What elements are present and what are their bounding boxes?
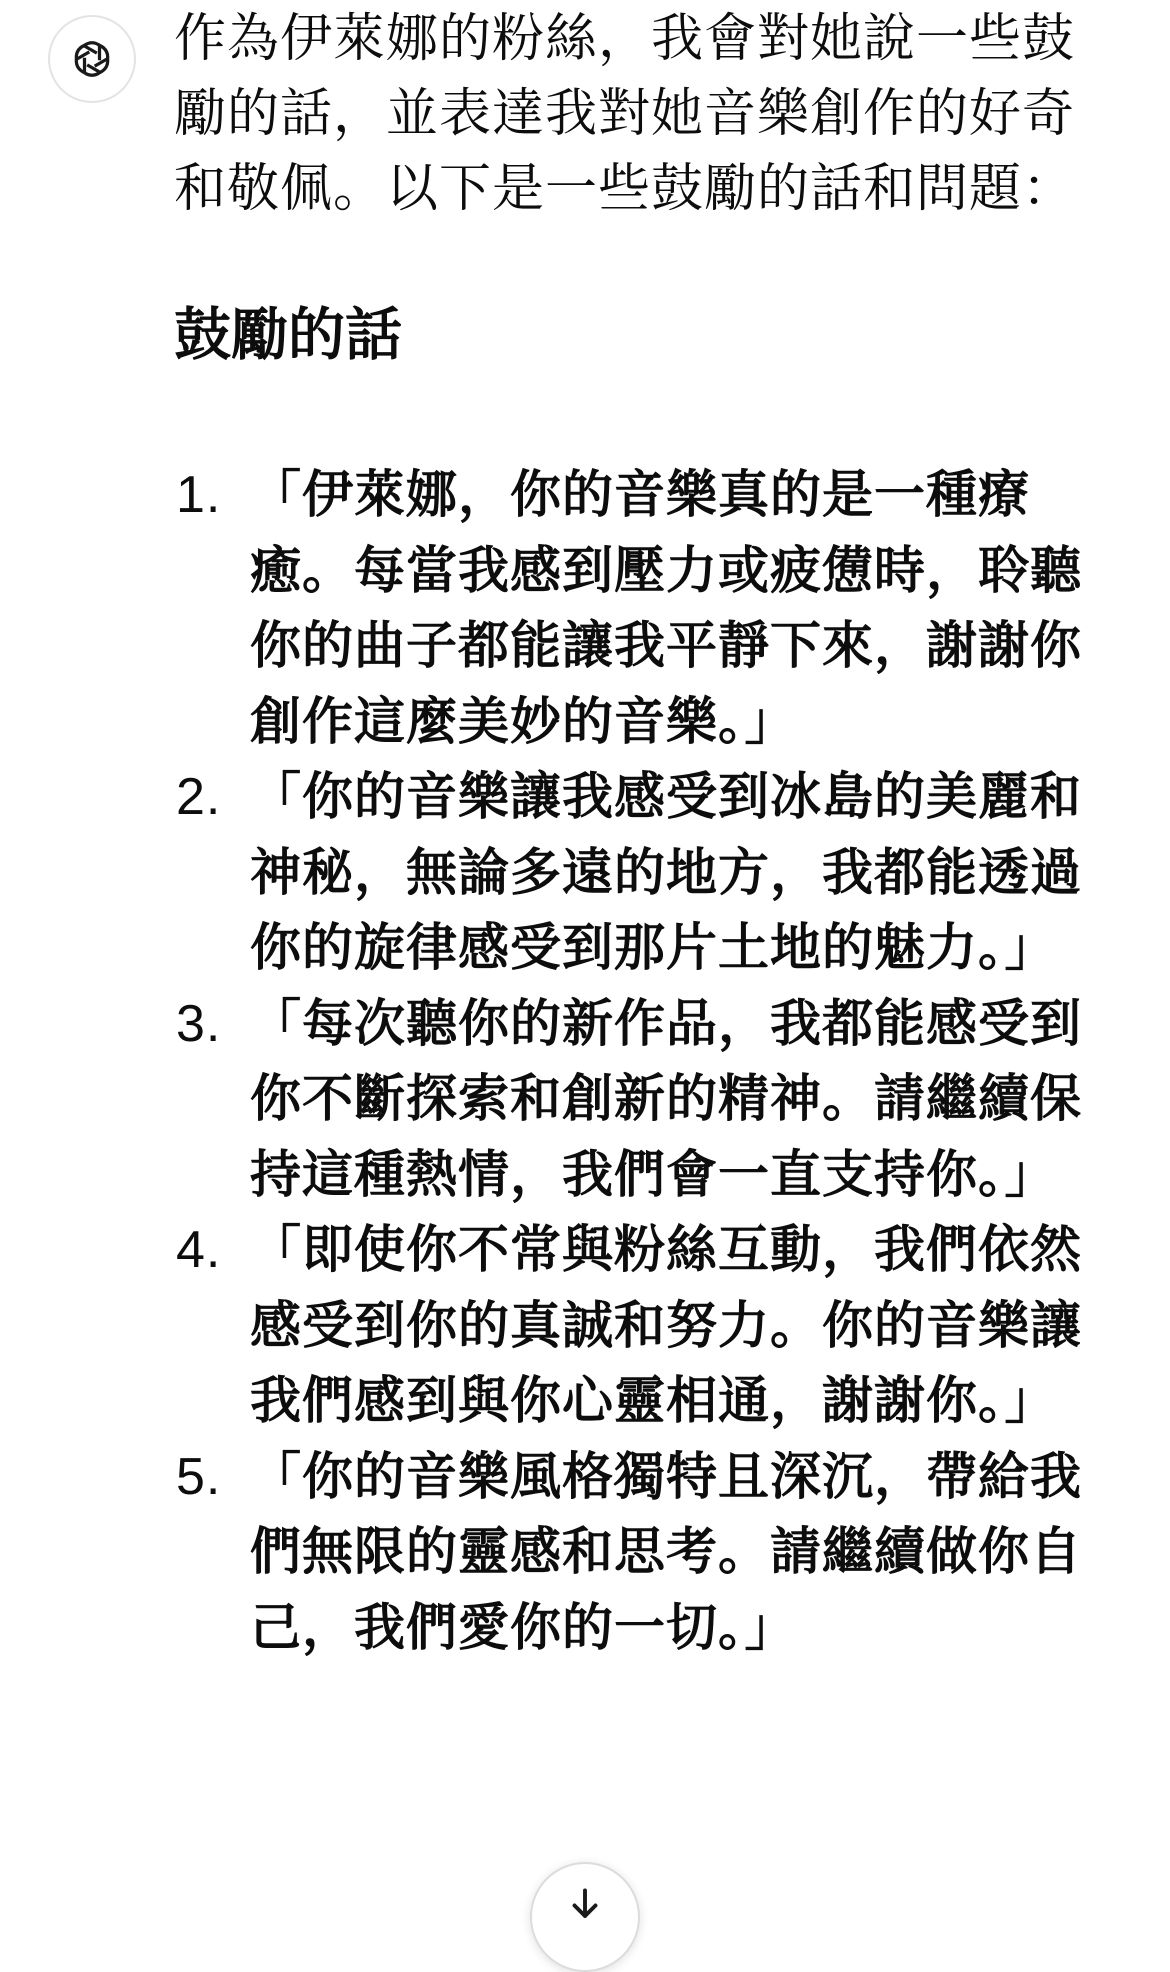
list-item-text: 「你的音樂讓我感受到冰島的美麗和神秘，無論多遠的地方，我都能透過你的旋律感受到那片土地的魅力。」 xyxy=(250,768,1083,978)
list-item-number: 3. xyxy=(176,994,222,1053)
list-item xyxy=(174,1213,1094,1440)
list-item-number: 2. xyxy=(176,768,222,826)
list-item-text: 「每次聽你的新作品，我都能感受到你不斷探索和創新的精神。請繼續保持這種熱情，我們會一直支持你。」 xyxy=(250,994,1083,1205)
scroll-to-bottom-button[interactable] xyxy=(530,1862,640,1972)
assistant-avatar xyxy=(48,15,136,103)
arrow-down-icon xyxy=(567,1886,603,1922)
list-item-number: 5. xyxy=(176,1447,222,1506)
assistant-message xyxy=(174,0,1094,1658)
list-item xyxy=(174,760,1094,987)
list-item-text: 「伊萊娜，你的音樂真的是一種療癒。每當我感到壓力或疲憊時，聆聽你的曲子都能讓我平靜下來，謝謝你創作這麼美妙的音樂。」 xyxy=(250,466,1083,752)
list-item-number: 1. xyxy=(176,466,222,524)
list-item xyxy=(174,1440,1094,1667)
message-intro: 作為伊萊娜的粉絲，我會對她說一些鼓勵的話，並表達我對她音樂創作的好奇和敬佩。以下是一些鼓勵的話和問題： xyxy=(174,9,1076,219)
list-item xyxy=(174,458,1094,760)
list-item-number: 4. xyxy=(176,1221,222,1279)
openai-logo-icon xyxy=(67,34,117,84)
list-item xyxy=(174,987,1094,1214)
list-item-text: 「即使你不常與粉絲互動，我們依然感受到你的真誠和努力。你的音樂讓我們感到與你心靈相通，謝謝你。」 xyxy=(250,1221,1083,1431)
list-item-text: 「你的音樂風格獨特且深沉，帶給我們無限的靈感和思考。請繼續做你自己，我們愛你的一切。」 xyxy=(250,1447,1083,1658)
encouragement-list xyxy=(174,458,1094,1666)
section-heading: 鼓勵的話 xyxy=(174,302,402,368)
